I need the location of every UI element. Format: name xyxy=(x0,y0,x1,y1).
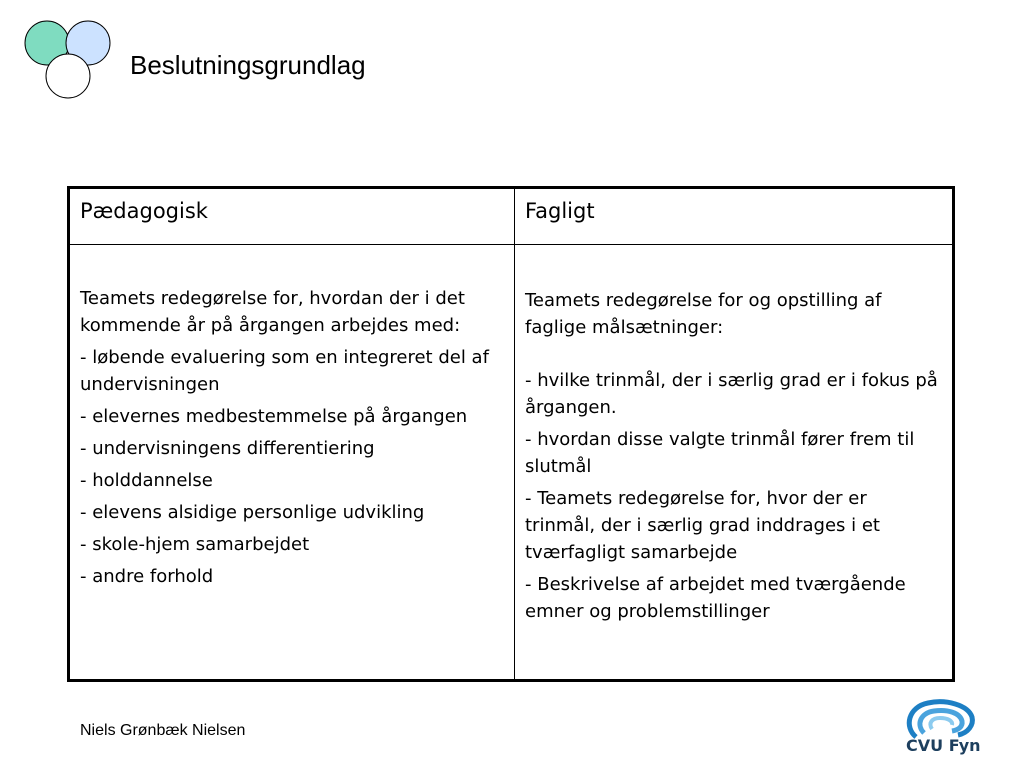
paedagogisk-intro: Teamets redegørelse for, hvordan der i det kommende år på årgangen arbejdes med: xyxy=(80,288,465,336)
paedagogisk-item: - undervisningens differentiering xyxy=(80,438,375,459)
paedagogisk-cell xyxy=(70,245,515,679)
decorative-circles-icon xyxy=(20,20,120,100)
slide-title: Beslutningsgrundlag xyxy=(130,50,366,80)
paedagogisk-item: - elevens alsidige personlige udvikling xyxy=(80,502,425,523)
header-fagligt: Fagligt xyxy=(515,189,952,245)
fagligt-cell xyxy=(515,245,952,679)
paedagogisk-item: - andre forhold xyxy=(80,566,214,587)
header-paedagogisk: Pædagogisk xyxy=(70,189,515,245)
footer-author: Niels Grønbæk Nielsen xyxy=(80,722,246,739)
fagligt-item: - Beskrivelse af arbejdet med tværgående emner og problemstillinger xyxy=(525,574,906,622)
paedagogisk-item: - elevernes medbestemmelse på årgangen xyxy=(80,406,468,427)
fagligt-item: - hvordan disse valgte trinmål fører frem til slutmål xyxy=(525,429,915,477)
fagligt-item: - Teamets redegørelse for, hvor der er trinmål, der i særlig grad inddrages i et tværfagligt samarbejde xyxy=(525,488,880,563)
paedagogisk-item: - holddannelse xyxy=(80,470,213,491)
fagligt-item: - hvilke trinmål, der i særlig grad er i fokus på årgangen. xyxy=(525,370,938,418)
paedagogisk-item: - løbende evaluering som en integreret del af undervisningen xyxy=(80,347,489,395)
paedagogisk-item: - skole-hjem samarbejdet xyxy=(80,534,310,555)
fagligt-intro: Teamets redegørelse for og opstilling af faglige målsætninger: xyxy=(525,290,882,338)
logo-text: CVU Fyn xyxy=(906,736,981,755)
decision-table xyxy=(67,186,955,682)
